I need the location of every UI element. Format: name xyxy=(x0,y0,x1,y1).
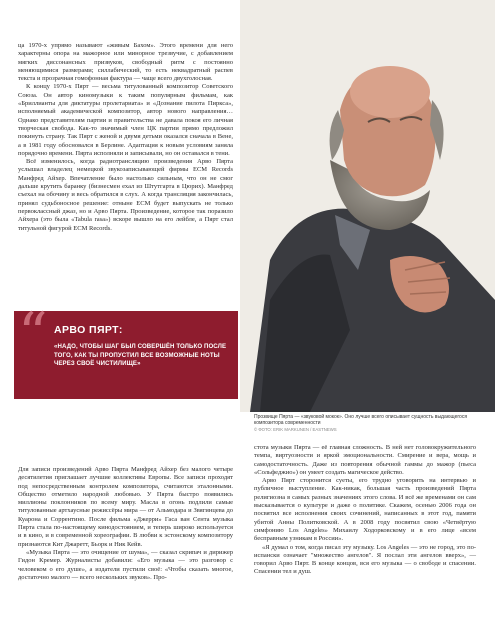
quote-text: «НАДО, ЧТОБЫ ШАГ БЫЛ СОВЕРШЁН ТОЛЬКО ПОСЛЕ ТОГО, КАК ТЫ ПРОПУСТИЛ ВСЕ ВОЗМОЖНЫЕ НОТЫ ЧЕРЕЗ СВОЁ ЧИСТИЛИЩЕ» xyxy=(54,343,227,368)
paragraph: Для записи произведений Арво Пярта Манфред Айхер без малого четыре десятилетия приглашает лучшие коллективы Европы. Все записи проходят под непосредственным контролем композитора, считаются эталонными. Общество отметило народной любовью. У Пярта быстро появились миллионы поклонников по всему миру. Масла в огонь подлили самые титулованные артхаусные режиссёры мира — от Альмодара и Звягинцева до Куарона и Соррентино. После фильма «Джерри» Гаса ван Сента музыка Пярта стала по-настоящему кинодостоянием, и теперь широко используется и в кино, и в современной хореографии. В любви к эстонскому композитору признаются Кит Джаретт, Бьорк и Ник Кейв. xyxy=(18,466,233,548)
article-column-right-bottom xyxy=(254,444,476,577)
caption-text: Прозвище Пярта — «звуковой мокок». Оно лучше всего описывает сущность выдающегося композитора современности xyxy=(254,414,468,427)
paragraph: ца 1970-х упрямо называют «живым Бахом». Этого времени для него характерны опора на мажорное или минорное трезвучие, с добавлением мягких диссонансных призвуков, свободный ритм с постоянно меняющимися размерами; силлабический, то есть неквадратный распев текста и прозрачная гомофонная фактура — чаще всего двухголосная. xyxy=(18,42,233,83)
portrait-illustration xyxy=(240,0,495,412)
quote-author: АРВО ПЯРТ: xyxy=(54,324,123,336)
photo-caption xyxy=(254,414,474,433)
photo-credit: © ФОТО: ERIK MARKUNEN / EASTNEWS xyxy=(254,426,337,432)
paragraph: «Я думал о том, когда писал эту музыку. Los Angeles — это не город, это по-испански означает "множество ангелов". Я послал эти ангелов вверх», — говорил Арво Пярт. В конце концов, вся его музыка — о свободе и спасении. Спасении тел и душ. xyxy=(254,543,476,576)
article-column-left-top xyxy=(18,42,233,233)
paragraph: Всё изменилось, когда радиотрансляцию произведения Арво Пярта услышал владелец немецкой звукозаписывающей фирмы ECM Records Манфред Айхер. Впечатление было настолько сильным, что он не смог дальше крутить баранку (бизнесмен ехал из Штутгарта в Цюрих). Манфред съехал на обочину и весь обратился в слух. А когда трансляция закончилась, принял судьбоносное решение: отныне ECM будет выпускать не только первоклассный джаз, но и Арво Пярта. Произведение, которое так поразило Айхера (это была «Tabula rasa») вскоре вышло на его лейбле, а Пярт стал титульной фигурой ECM Records. xyxy=(18,158,233,232)
paragraph: «Музыка Пярта — это очищение от шума», — сказал скрипач и дирижер Гидон Кремер. Журналисты добавили: «Его музыка — это разговор с человеком о его душе», а издатели пустили своё: «Чтобы сказать многое, достаточно малого — всего нескольких звуков». Про- xyxy=(18,548,233,581)
paragraph: К концу 1970-х Пярт — весьма титулованный композитор Советского Союза. Он автор киномузыки к таким популярным фильмам, как «Бриллианты для диктатуры пролетариата» и «Дознание пилота Пиркса», исполняемый академической композитор, автор нового направления… Однако представителям партии и правительства не давала покоя его личная творческая свобода. Как-то значимый член ЦК партии прямо предложил покинуть страну. Так Пярт с женой и двумя детьми оказался сначала в Вене, а в 1981 году обосновался в Берлине. Адаптация к новым условиям заняла порядочно времени. Пярта исполняли и записывали, но он оставался в тени. xyxy=(18,83,233,157)
quote-mark-icon: “ xyxy=(18,300,48,368)
paragraph: Арво Пярт сторонится суеты, его трудно уговорить на интервью и публичное выступление. Как-никак, большая часть произведений Пярта религиозна в самых разных значениях этого слова. И всё же временами он сам высказывается о культуре и даже о политике. Скажем, осенью 2006 года он посвятил все исполнения своих сочинений, написанных в этот год, памяти убитой Анны Политковской. А в 2008 году посвятил свою «Четвёртую симфонию Los Angeles» Михаилу Ходорковскому и в его лице «всем бесправным узникам в России». xyxy=(254,477,476,543)
article-column-left-bottom xyxy=(18,466,233,582)
portrait-photo xyxy=(240,0,495,412)
paragraph: стота музыки Пярта — её главная сложность. В ней нет головокружительного темпа, виртуозности и яркой эмоциональности. Смирение и вера, мощь и самодостаточность. Даже из повторения обычной гаммы до мажор (пьеса «Сольфеджио») он умеет создать магическое действо. xyxy=(254,444,476,476)
pull-quote xyxy=(14,300,238,399)
